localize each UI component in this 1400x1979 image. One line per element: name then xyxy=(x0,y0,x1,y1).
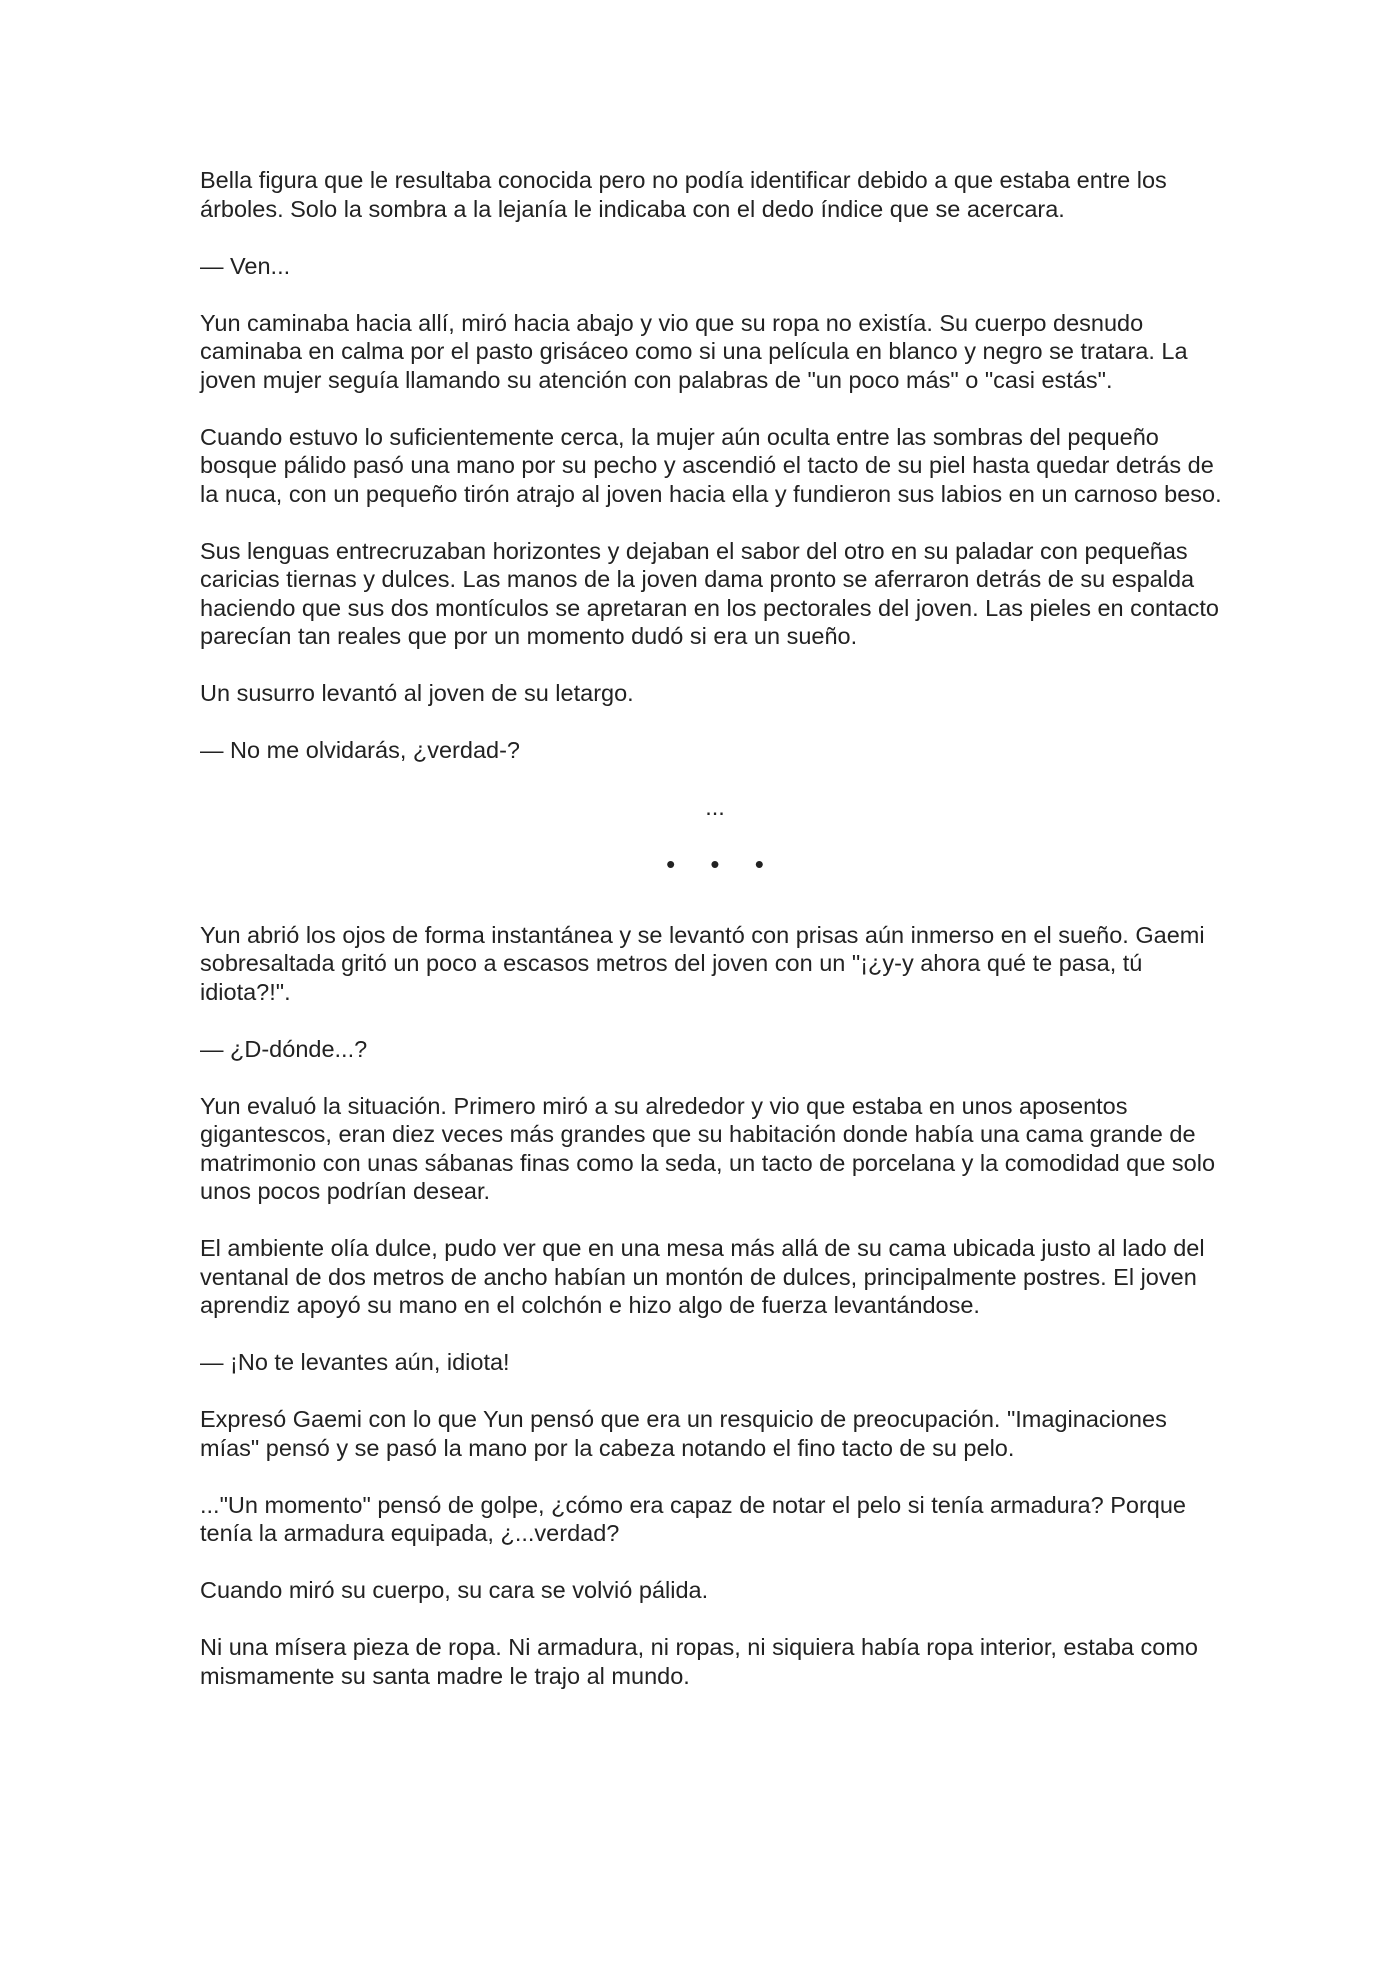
paragraph: ..."Un momento" pensó de golpe, ¿cómo era capaz de notar el pelo si tenía armadura? Porque tenía la armadura equipada, ¿...verdad? xyxy=(200,1491,1186,1546)
paragraph: Un susurro levantó al joven de su letargo. xyxy=(200,680,634,706)
paragraph: Ni una mísera pieza de ropa. Ni armadura, ni ropas, ni siquiera había ropa interior, estaba como mismamente su santa madre le trajo al mundo. xyxy=(200,1634,1198,1689)
paragraph: Yun evaluó la situación. Primero miró a su alrededor y vio que estaba en unos aposentos gigantescos, eran diez veces más grandes que su habitación donde había una cama grande de matrimonio con unas sábanas finas como la seda, un tacto de porcelana y la comodidad que solo unos pocos podrían desear. xyxy=(200,1092,1216,1204)
paragraph: Yun abrió los ojos de forma instantánea y se levantó con prisas aún inmerso en el sueño. Gaemi sobresaltada gritó un poco a escasos metros del joven con un "¡¿y-y ahora qué te pasa, tú idiota?!". xyxy=(200,921,1205,1005)
dialogue-line: — No me olvidarás, ¿verdad-? xyxy=(200,737,520,763)
paragraph: Cuando miró su cuerpo, su cara se volvió pálida. xyxy=(200,1577,709,1603)
dialogue-line: — ¿D-dónde...? xyxy=(200,1035,368,1062)
paragraph: Expresó Gaemi con lo que Yun pensó que era un resquicio de preocupación. "Imaginaciones mías" pensó y se pasó la mano por la cabeza notando el fino tacto de su pelo. xyxy=(200,1406,1167,1461)
dialogue-line: — ¡No te levantes aún, idiota! xyxy=(200,1349,510,1375)
paragraph: Cuando estuvo lo suficientemente cerca, la mujer aún oculta entre las sombras del pequeño bosque pálido pasó una mano por su pecho y ascendió el tacto de su piel hasta quedar detrás de la nuca, con un pequeño tirón atrajo al joven hacia ella y fundieron sus labios en un carnoso beso. xyxy=(200,423,1222,507)
document-body xyxy=(200,166,1230,1719)
ellipsis-separator: ... xyxy=(705,794,725,820)
paragraph: Sus lenguas entrecruzaban horizontes y dejaban el sabor del otro en su paladar con pequeñas caricias tiernas y dulces. Las manos de la joven dama pronto se aferraron detrás de su espalda haciendo que sus dos montículos se apretaran en los pectorales del joven. Las pieles en contacto parecían tan reales que por un momento dudó si era un sueño. xyxy=(200,537,1219,649)
paragraph: Yun caminaba hacia allí, miró hacia abajo y vio que su ropa no existía. Su cuerpo desnudo caminaba en calma por el pasto grisáceo como si una película en blanco y negro se tratara. La joven mujer seguía llamando su atención con palabras de "un poco más" o "casi estás". xyxy=(200,309,1188,393)
dialogue-line: — Ven... xyxy=(200,252,291,279)
scene-break-dots: • • • xyxy=(666,849,778,879)
paragraph: El ambiente olía dulce, pudo ver que en una mesa más allá de su cama ubicada justo al lado del ventanal de dos metros de ancho habían un montón de dulces, principalmente postres. El joven aprendiz apoyó su mano en el colchón e hizo algo de fuerza levantándose. xyxy=(200,1235,1205,1318)
paragraph: Bella figura que le resultaba conocida pero no podía identificar debido a que estaba entre los árboles. Solo la sombra a la lejanía le indicaba con el dedo índice que se acercara. xyxy=(200,167,1167,222)
